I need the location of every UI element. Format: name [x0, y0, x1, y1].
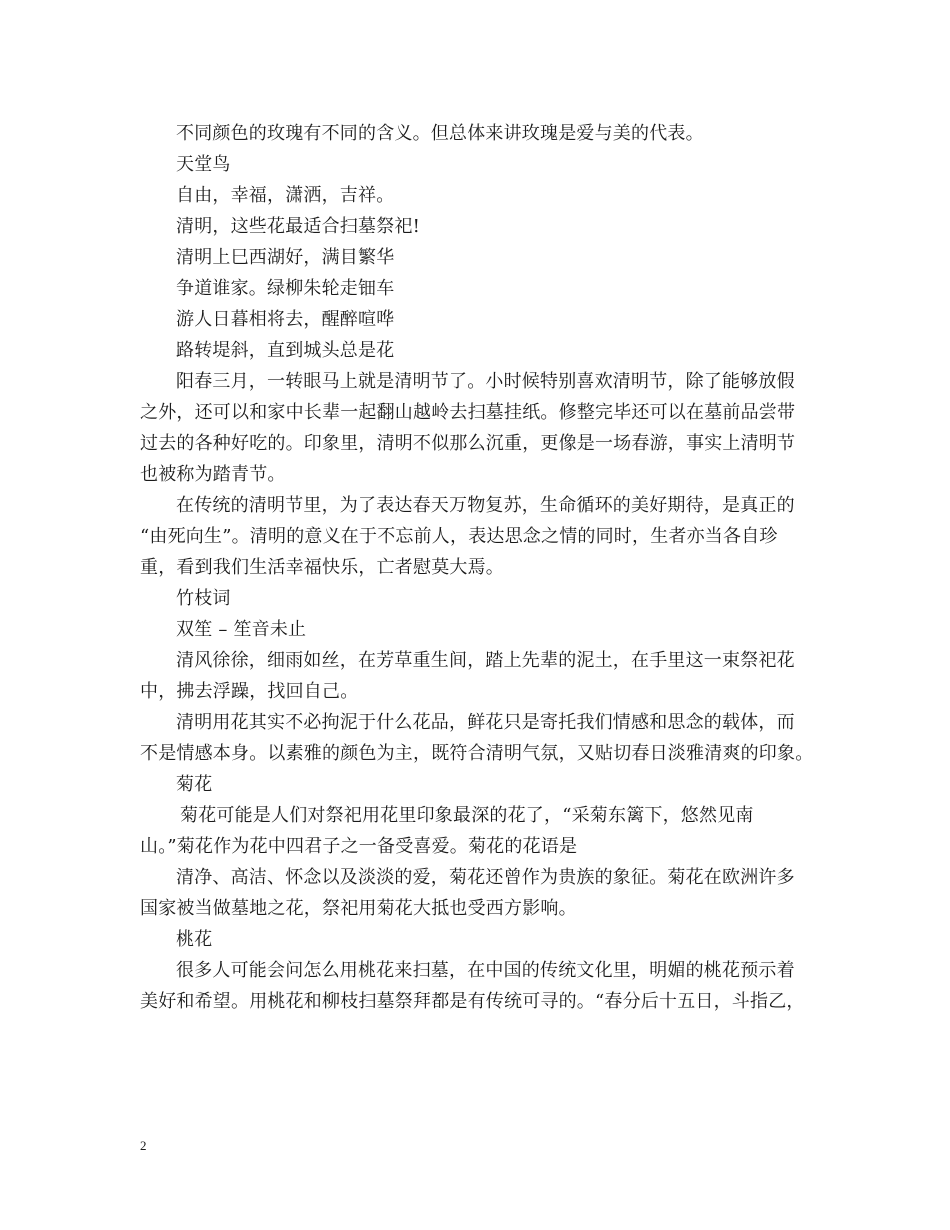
paragraph-line: 山。”菊花作为花中四君子之一备受喜爱。菊花的花语是 — [140, 836, 578, 857]
author-line: 双笙 – 笙音未止 — [176, 619, 307, 640]
paragraph-line: 清明，这些花最适合扫墓祭祀! — [176, 216, 421, 237]
paragraph-line: 也被称为踏青节。 — [140, 464, 286, 485]
paragraph-line: 阳春三月，一转眼马上就是清明节了。小时候特别喜欢清明节，除了能够放假 — [176, 371, 795, 392]
paragraph-line: 美好和希望。用桃花和柳枝扫墓祭拜都是有传统可寻的。“春分后十五日，斗指乙， — [140, 991, 805, 1012]
page-number: 2 — [140, 1138, 147, 1153]
heading-zhuzhici: 竹枝词 — [176, 588, 231, 609]
heading-peach-blossom: 桃花 — [176, 929, 213, 950]
paragraph-line: 不同颜色的玫瑰有不同的含义。但总体来讲玫瑰是爱与美的代表。 — [176, 123, 704, 144]
poem-line: 游人日暮相将去，醒醉喧哗 — [176, 309, 395, 330]
heading-chrysanthemum: 菊花 — [176, 774, 213, 795]
heading-bird-of-paradise: 天堂鸟 — [176, 154, 231, 175]
paragraph-line: 清净、高洁、怀念以及淡淡的爱，菊花还曾作为贵族的象征。菊花在欧洲许多 — [176, 867, 795, 888]
paragraph-line: 在传统的清明节里，为了表达春天万物复苏，生命循环的美好期待，是真正的 — [176, 495, 795, 516]
paragraph-line: 很多人可能会问怎么用桃花来扫墓，在中国的传统文化里，明媚的桃花预示着 — [176, 960, 795, 981]
paragraph-line: 清风徐徐，细雨如丝，在芳草重生间，踏上先辈的泥土，在手里这一束祭祀花 — [176, 650, 795, 671]
paragraph-line: 中，拂去浮躁，找回自己。 — [140, 681, 359, 702]
poem-line: 路转堤斜，直到城头总是花 — [176, 340, 395, 361]
paragraph-line: 之外，还可以和家中长辈一起翻山越岭去扫墓挂纸。修整完毕还可以在墓前品尝带 — [140, 402, 796, 423]
document-body — [140, 118, 820, 1017]
poem-line: 争道谁家。绿柳朱轮走钿车 — [176, 278, 395, 299]
poem-line: 清明上巳西湖好，满目繁华 — [176, 247, 395, 268]
paragraph-line: 菊花可能是人们对祭祀用花里印象最深的花了，“采菊东篱下，悠然见南 — [180, 805, 754, 826]
paragraph-line: 清明用花其实不必拘泥于什么花品，鲜花只是寄托我们情感和思念的载体，而 — [176, 712, 795, 733]
paragraph-line: 自由，幸福，潇洒，吉祥。 — [176, 185, 395, 206]
paragraph-line: 重，看到我们生活幸福快乐，亡者慰莫大焉。 — [140, 557, 504, 578]
paragraph-line: 国家被当做墓地之花，祭祀用菊花大抵也受西方影响。 — [140, 898, 577, 919]
paragraph-line: 过去的各种好吃的。印象里，清明不似那么沉重，更像是一场春游，事实上清明节 — [140, 433, 796, 454]
paragraph-line: “由死向生”。清明的意义在于不忘前人，表达思念之情的同时，生者亦当各自珍 — [140, 526, 778, 547]
paragraph-line: 不是情感本身。以素雅的颜色为主，既符合清明气氛，又贴切春日淡雅清爽的印象。 — [140, 743, 814, 764]
